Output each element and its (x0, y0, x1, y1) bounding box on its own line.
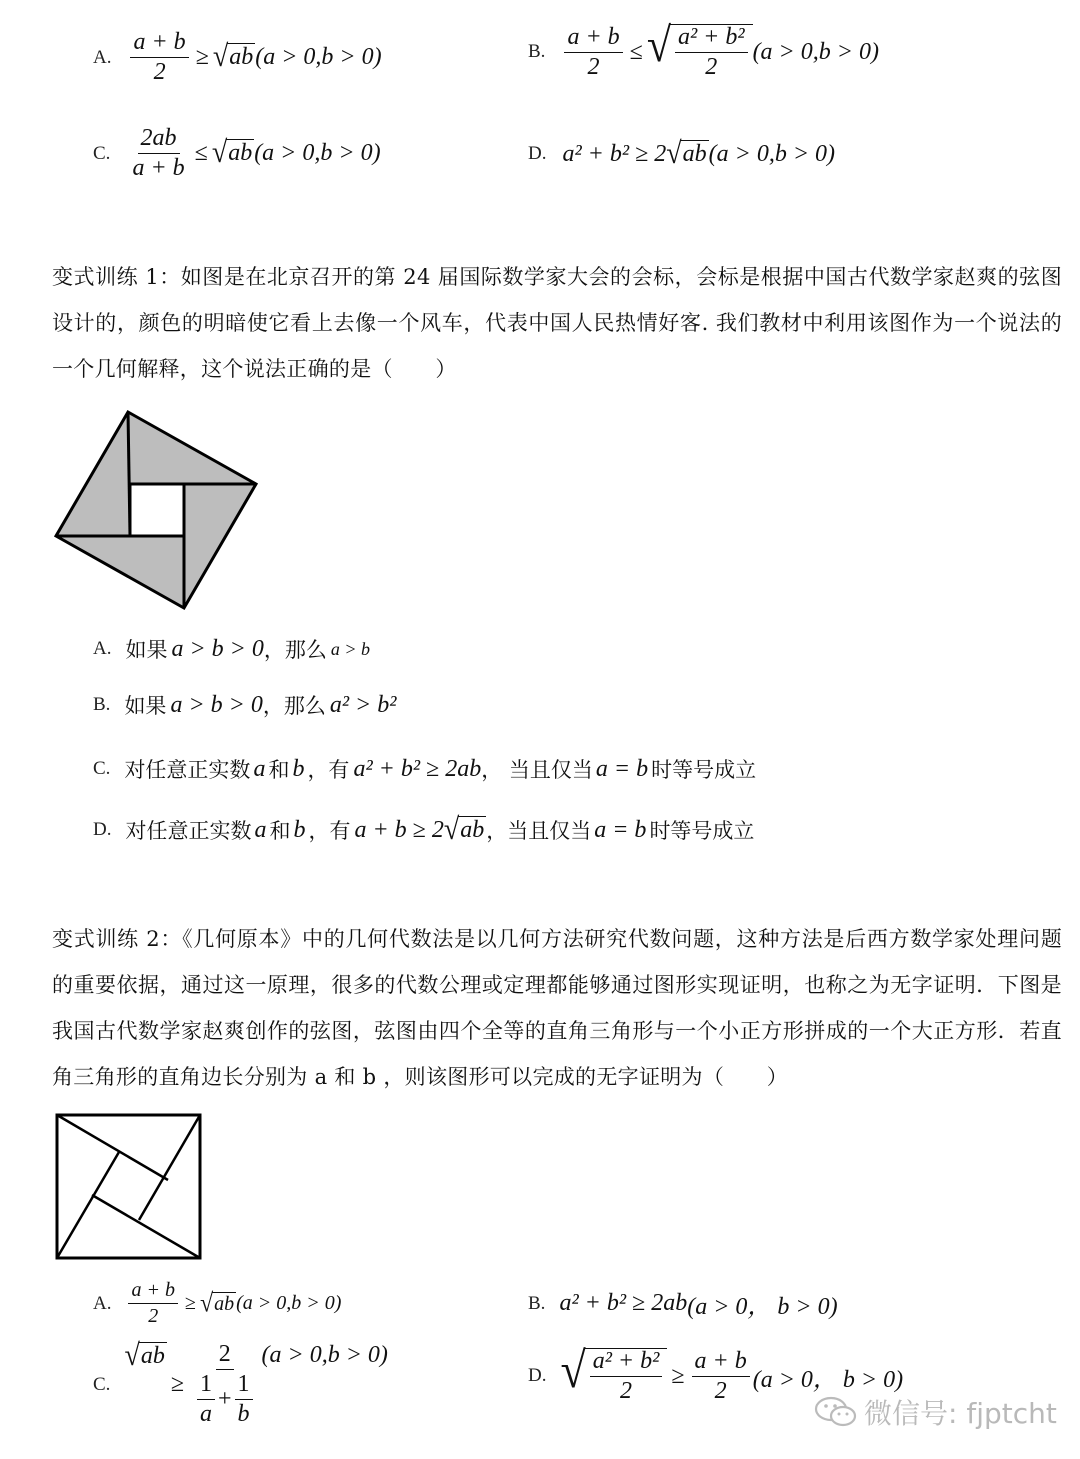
ex2-option-b: B. a² + b² ≥ 2ab (a > 0， b > 0) (528, 1290, 838, 1320)
top-option-b: B. $\frac{a + b}{2}$ ≤ √ $\frac{\text{a² + b²}}{2}$ (a > 0,b > 0) (528, 17, 879, 81)
sqrt: √ ab (211, 135, 253, 170)
top-option-d: D. a² + b² ≥ 2 √ ab (a > 0,b > 0) (528, 136, 835, 171)
sqrt: √ ab (199, 1289, 235, 1318)
sqrt: √ $\frac{\text{a² + b²}}{2}$ (647, 24, 753, 80)
sqrt: √ $\frac{\text{a² + b²}}{2}$ (560, 1348, 667, 1404)
ex1-option-c: C. 对任意正实数 a 和 b ，有 a² + b² ≥ 2ab ， 当且仅当 a = b 时等号成立 (93, 755, 757, 782)
inner-square (130, 484, 184, 536)
exercise2-text: 变式训练 2：《几何原本》中的几何代数法是以几何方法研究代数问题，这种方法是后西方数学家处理问题的重要依据，通过这一原理，很多的代数公理或定理都能够通过图形实现证明，也称之为无字证明．下图是我国古代数学家赵爽创作的弦图，弦图由四个全等的直角三角形与一个小正方形拼成的一个大正方形．若直角三角形的直角边长分别为 a 和 b ，则该图形可以完成的无字证明为（ ） (52, 927, 1062, 1089)
windmill-diagram (50, 408, 262, 614)
sqrt: √ ab (124, 1338, 165, 1373)
fraction: $\frac{2ab}{a + b}$ (132, 125, 185, 182)
top-option-a: A. $\frac{a + b}{2}$ ≥ √ ab (a > 0,b > 0) (93, 29, 382, 86)
ex2-option-d: D. √ $\frac{\text{a² + b²}}{2}$ ≥ $\frac{a + b}{2}$ (a > 0， b > 0) (528, 1341, 904, 1405)
wechat-watermark: 微信号: fjptcht (814, 1392, 1057, 1432)
fraction: $\frac{a + b}{2}$ (128, 1280, 178, 1327)
ex1-option-a: A. 如果 a > b > 0 ，那么 a > b (93, 635, 371, 662)
fraction: 2 $\frac{1}{a}$ + $\frac{1}{b}$ (191, 1342, 259, 1428)
sqrt: √ ab (212, 39, 254, 74)
outer-square (57, 1115, 200, 1258)
sqrt: √ ab (443, 812, 485, 847)
ex2-option-a: A. $\frac{a + b}{2}$ ≥ √ ab (a > 0,b > 0) (93, 1279, 342, 1327)
wechat-icon (814, 1395, 858, 1429)
exercise1-text: 变式训练 1：如图是在北京召开的第 24 届国际数学家大会的会标，会标是根据中国古代数学家赵爽的弦图设计的，颜色的明暗使它看上去像一个风车，代表中国人民热情好客. 我们教材中利用该图作为一个说法的一个几何解释，这个说法正确的是（ ） (52, 265, 1062, 381)
fraction: $\frac{a + b}{2}$ (130, 30, 188, 85)
sqrt: √ ab (666, 136, 707, 171)
ex1-option-b: B. 如果 a > b > 0 ，那么 a² > b² (93, 691, 397, 718)
top-option-c: C. $\frac{2ab}{a + b}$ ≤ √ ab (a > 0,b > 0) (93, 125, 381, 182)
fraction: $\frac{a + b}{2}$ (564, 25, 622, 80)
chord-diagram (52, 1110, 207, 1265)
ex1-option-d: D. 对任意正实数 a 和 b ，有 a + b ≥ 2 √ ab ，当且仅当 a = b 时等号成立 (93, 812, 755, 847)
edge-line (128, 412, 130, 536)
fraction: $\frac{a + b}{2}$ (692, 1349, 750, 1404)
ex2-option-c: C. √ ab ≥ 2 $\frac{1}{a}$ + $\frac{1}{b}$ (a > 0,b > 0) (93, 1338, 388, 1428)
